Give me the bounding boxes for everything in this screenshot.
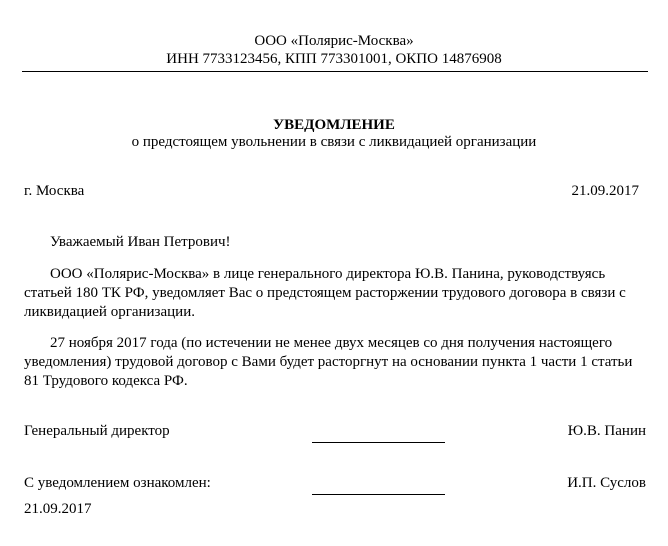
- org-requisites: ИНН 7733123456, КПП 773301001, ОКПО 14876908: [166, 51, 502, 67]
- document-date: 21.09.2017: [571, 183, 639, 199]
- header-divider: [22, 71, 648, 72]
- director-signature-line: [312, 442, 445, 443]
- employee-signature-line: [312, 494, 445, 495]
- city: г. Москва: [24, 183, 85, 199]
- paragraph-notice: ООО «Полярис-Москва» в лице генерального директора Ю.В. Панина, руководствуясь статьей 180 ТК РФ, уведомляет Вас о предстоящем расторжении трудового договора в связи с ликвидацией организации.: [24, 266, 626, 320]
- signatory-position: Генеральный директор: [24, 423, 170, 439]
- document-subtitle: о предстоящем увольнении в связи с ликвидацией организации: [131, 134, 537, 150]
- greeting: Уважаемый Иван Петрович!: [50, 234, 231, 250]
- document-title: УВЕДОМЛЕНИЕ: [273, 117, 395, 133]
- signatory-name: Ю.В. Панин: [567, 423, 646, 439]
- employee-name: И.П. Суслов: [567, 475, 646, 491]
- org-name: ООО «Полярис-Москва»: [254, 33, 414, 49]
- acknowledgement-label: С уведомлением ознакомлен:: [24, 475, 211, 491]
- paragraph-termination: 27 ноября 2017 года (по истечении не менее двух месяцев со дня получения настоящего уведомления) трудовой договор с Вами будет расторгнут на основании пункта 1 части 1 статьи 81 Трудового кодекса РФ.: [24, 335, 633, 389]
- acknowledgement-date: 21.09.2017: [24, 501, 92, 517]
